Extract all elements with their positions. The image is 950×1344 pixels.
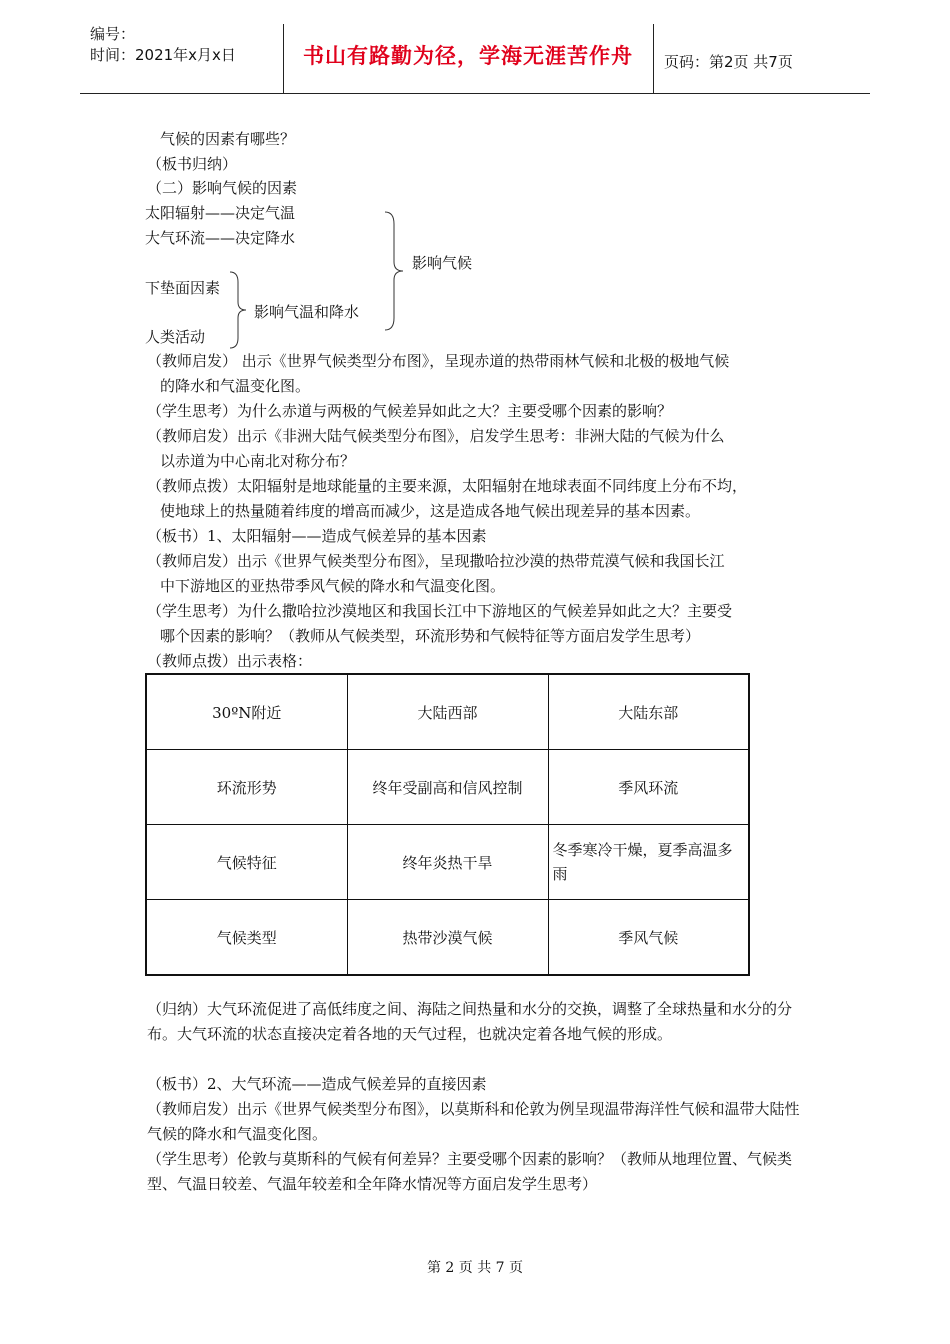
paragraph-line: （教师点拨）太阳辐射是地球能量的主要来源，太阳辐射在地球表面不同纬度上分布不均， — [147, 477, 748, 495]
header-motto: 书山有路勤为径，学海无涯苦作舟 — [303, 44, 633, 68]
table-cell: 大陆东部 — [548, 674, 749, 750]
effect-temp-rain: 影响气温和降水 — [254, 303, 360, 321]
paragraph-student-thinking-3: （学生思考）伦敦与莫斯科的气候有何差异？主要受哪个因素的影响？（教师从地理位置、气候类型、气温日较差、气温年较差和全年降水情况等方面启发学生思考） — [147, 1150, 793, 1194]
table-cell: 30ºN附近 — [146, 674, 347, 750]
intro-line-1: 气候的因素有哪些？ — [160, 130, 296, 148]
factor-solar: 太阳辐射——决定气温 — [145, 204, 296, 222]
paragraph-line: （学生思考）为什么撒哈拉沙漠地区和我国长江中下游地区的气候差异如此之大？主要受 — [147, 602, 733, 620]
paragraph-student-thinking-2 — [147, 599, 810, 648]
paragraph-line: （教师启发）出示《非洲大陆气候类型分布图》，启发学生思考：非洲大陆的气候为什么 — [147, 427, 725, 445]
table-cell: 环流形势 — [146, 750, 347, 825]
time-label: 时间：2021年x月x日 — [90, 46, 236, 64]
paragraph-board-1 — [147, 524, 810, 549]
paragraph-summary: （归纳）大气环流促进了高低纬度之间、海陆之间热量和水分的交换，调整了全球热量和水分的分布。大气环流的状态直接决定着各地的天气过程，也就决定着各地气候的形成。 — [147, 1000, 793, 1044]
page-footer: 第 2 页 共 7 页 — [426, 1260, 524, 1276]
table-cell: 季风气候 — [548, 900, 749, 976]
table-cell: 大陆西部 — [347, 674, 548, 750]
header-page-label: 页码：第2页 共7页 — [664, 53, 793, 71]
table-cell: 热带沙漠气候 — [347, 900, 548, 976]
paragraph-line: 的降水和气温变化图。 — [160, 376, 311, 395]
table-cell: 气候特征 — [146, 825, 347, 900]
table-row — [146, 750, 749, 825]
intro-line-3: （二）影响气候的因素 — [147, 179, 298, 197]
table-cell: 气候类型 — [146, 900, 347, 976]
paragraph-teacher-guidance-1 — [147, 474, 810, 523]
factor-circulation: 大气环流——决定降水 — [145, 229, 296, 247]
factor-human: 人类活动 — [145, 328, 206, 346]
paragraph-teacher-prompt-4: （教师启发）出示《世界气候类型分布图》，以莫斯科和伦敦为例呈现温带海洋性气候和温带大陆性气候的降水和气温变化图。 — [147, 1100, 800, 1144]
paragraph-line: （教师启发）出示《世界气候类型分布图》，呈现撒哈拉沙漠的热带荒漠气候和我国长江 — [147, 552, 725, 570]
paragraph-teacher-guidance-2 — [147, 649, 810, 674]
table-row — [146, 825, 749, 900]
paragraph-student-thinking-1 — [147, 399, 810, 424]
intro-line-2: （板书归纳） — [147, 155, 238, 173]
paragraph-line: （学生思考）为什么赤道与两极的气候差异如此之大？主要受哪个因素的影响？ — [147, 402, 673, 420]
large-brace — [383, 210, 405, 332]
effect-climate: 影响气候 — [412, 254, 473, 272]
table-cell: 冬季寒冷干燥，夏季高温多雨 — [548, 825, 749, 900]
table-row — [146, 674, 749, 750]
paragraph-line: （板书）1、太阳辐射——造成气候差异的基本因素 — [147, 527, 487, 545]
header-rule — [80, 93, 870, 94]
table-cell: 季风环流 — [548, 750, 749, 825]
table-cell: 终年炎热干旱 — [347, 825, 548, 900]
header-divider-right — [653, 24, 654, 93]
climate-comparison-table — [145, 673, 750, 976]
paragraph-line: 使地球上的热量随着纬度的增高而减少，这是造成各地气候出现差异的基本因素。 — [160, 501, 701, 520]
small-brace — [228, 270, 248, 350]
paragraph-line: 中下游地区的亚热带季风气候的降水和气温变化图。 — [160, 576, 506, 595]
paragraph-line: 哪个因素的影响？（教师从气候类型，环流形势和气候特征等方面启发学生思考） — [160, 626, 701, 645]
paragraph-teacher-prompt-1 — [147, 349, 810, 398]
paragraph-line: （教师点拨）出示表格： — [147, 652, 313, 670]
paragraph-line: （教师启发） 出示《世界气候类型分布图》，呈现赤道的热带雨林气候和北极的极地气候 — [147, 352, 730, 370]
factor-surface: 下垫面因素 — [145, 279, 221, 297]
header-left — [90, 24, 236, 66]
paragraph-line: 以赤道为中心南北对称分布？ — [160, 451, 356, 470]
paragraph-teacher-prompt-2 — [147, 424, 810, 473]
table-cell: 终年受副高和信风控制 — [347, 750, 548, 825]
table-row — [146, 900, 749, 976]
paragraph-teacher-prompt-3 — [147, 549, 810, 598]
number-label: 编号： — [90, 25, 136, 43]
paragraph-board-2: （板书）2、大气环流——造成气候差异的直接因素 — [147, 1075, 487, 1093]
